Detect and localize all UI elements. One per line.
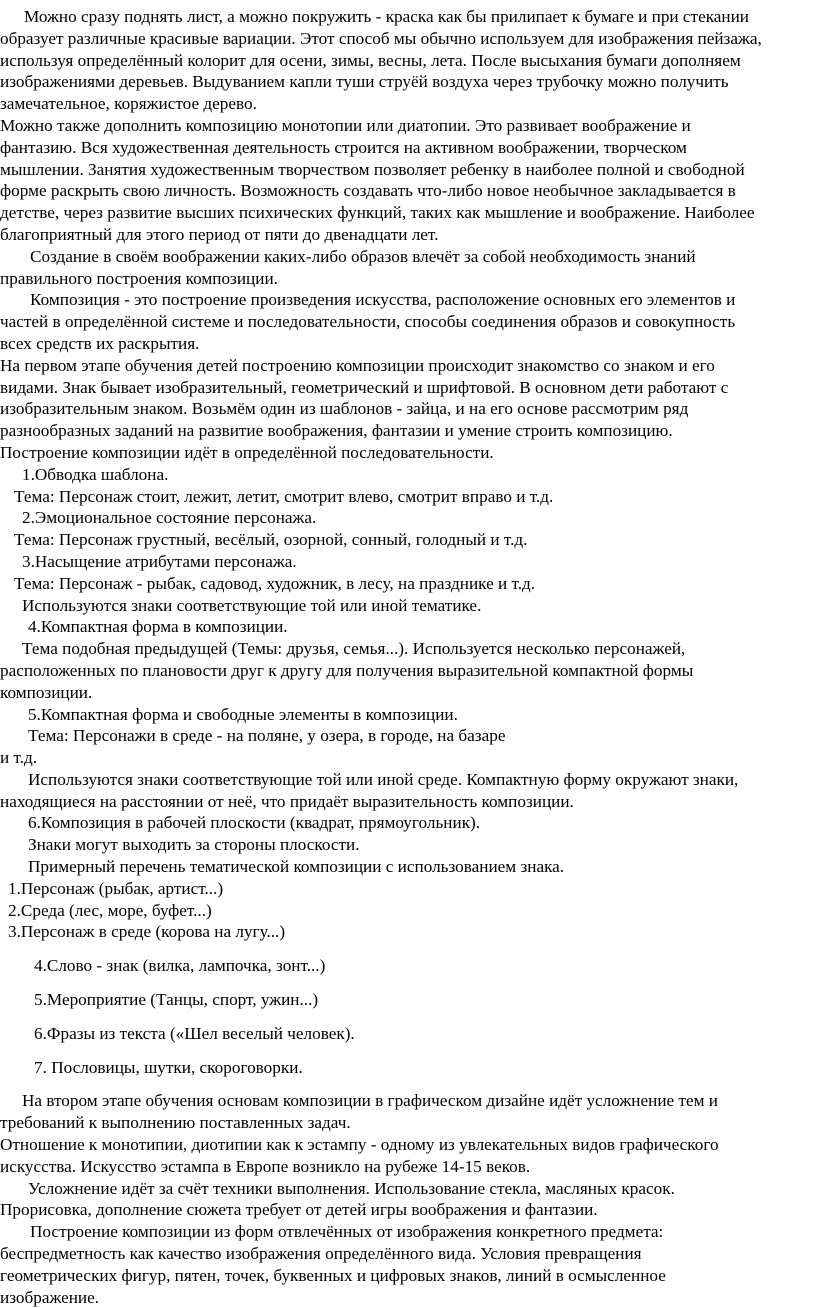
text-line: Тема подобная предыдущей (Темы: друзья, семья...). Используется несколько персонажей, — [22, 639, 686, 659]
text-line: 1.Обводка шаблона. — [22, 464, 169, 484]
text-line: 2.Эмоциональное состояние персонажа. — [22, 508, 317, 528]
text-line: используя определённый колорит для осени, зимы, весны, лета. После высыхания бумаги дополняем — [0, 50, 741, 70]
text-line: находящиеся на расстоянии от неё, что придаёт выразительность композиции. — [0, 791, 574, 811]
text-line: 1.Персонаж (рыбак, артист...) — [8, 878, 224, 898]
text-line: расположенных по плановости друг к другу для получения выразительной компактной формы — [0, 660, 694, 680]
text-line: 3.Насыщение атрибутами персонажа. — [22, 551, 297, 571]
text-line: Отношение к монотипии, диотипии как к эстампу - одному из увлекательных видов графического — [0, 1135, 719, 1155]
text-line: и т.д. — [0, 748, 38, 768]
text-line: изобразительным знаком. Возьмём один из шаблонов - зайца, и на его основе рассмотрим ряд — [0, 399, 689, 419]
text-line: 2.Среда (лес, море, буфет...) — [8, 900, 212, 920]
text-line: благоприятный для этого период от пяти до двенадцати лет. — [0, 224, 439, 244]
text-line: На первом этапе обучения детей построению композиции происходит знакомство со знаком и его — [0, 355, 715, 375]
text-line: Примерный перечень тематической композиции с использованием знака. — [28, 857, 565, 877]
text-line: форме раскрыть свою личность. Возможность создавать что-либо новое необычное закладывается в — [0, 181, 736, 201]
text-line: Используются знаки соответствующие той или иной среде. Компактную форму окружают знаки, — [28, 769, 739, 789]
text-line: Тема: Персонаж грустный, весёлый, озорной, сонный, голодный и т.д. — [14, 530, 528, 550]
text-line: частей в определённой системе и последовательности, способы соединения образов и совокупность — [0, 312, 736, 332]
text-line: Композиция - это построение произведения искусства, расположение основных его элементов и — [30, 290, 736, 310]
text-line: Тема: Персонаж - рыбак, садовод, художник, в лесу, на празднике и т.д. — [14, 573, 536, 593]
text-line: геометрических фигур, пятен, точек, буквенных и цифровых знаков, линий в осмысленное — [0, 1265, 666, 1285]
text-line: 6.Композиция в рабочей плоскости (квадрат, прямоугольник). — [28, 813, 481, 833]
text-line: мышлении. Занятия художественным творчеством позволяет ребенку в наиболее полной и свободной — [0, 159, 745, 179]
text-line: образует различные красивые вариации. Этот способ мы обычно используем для изображения пейзажа, — [0, 28, 762, 48]
text-line: 7. Пословицы, шутки, скороговорки. — [34, 1057, 303, 1077]
text-line: требований к выполнению поставленных задач. — [0, 1113, 351, 1133]
text-line: Можно также дополнить композицию монотопии или диатопии. Это развивает воображение и — [0, 115, 691, 135]
text-line: композиции. — [0, 682, 93, 702]
text-line: Знаки могут выходить за стороны плоскости. — [28, 835, 360, 855]
text-line: видами. Знак бывает изобразительный, геометрический и шрифтовой. В основном дети работают с — [0, 377, 729, 397]
text-line: Создание в своём воображении каких-либо образов влечёт за собой необходимость знаний — [30, 246, 696, 266]
text-line: фантазию. Вся художественная деятельность строится на активном воображении, творческом — [0, 137, 687, 157]
text-line: 5.Компактная форма и свободные элементы в композиции. — [28, 704, 458, 724]
text-line: Тема: Персонаж стоит, лежит, летит, смотрит влево, смотрит вправо и т.д. — [14, 486, 554, 506]
text-line: Используются знаки соответствующие той или иной тематике. — [22, 595, 482, 615]
text-line: правильного построения композиции. — [0, 268, 278, 288]
text-line: 6.Фразы из текста («Шел веселый человек). — [34, 1023, 355, 1043]
text-line: Прорисовка, дополнение сюжета требует от детей игры воображения и фантазии. — [0, 1200, 598, 1220]
text-line: изображение. — [0, 1287, 100, 1307]
text-line: замечательное, коряжистое дерево. — [0, 94, 257, 114]
text-line: искусства. Искусство эстампа в Европе возникло на рубеже 14-15 веков. — [0, 1156, 531, 1176]
text-line: На втором этапе обучения основам композиции в графическом дизайне идёт усложнение тем и — [22, 1091, 718, 1111]
text-line: детстве, через развитие высших психических функций, таких как мышление и воображение. Наиболее — [0, 203, 755, 223]
text-line: Тема: Персонажи в среде - на поляне, у озера, в городе, на базаре — [28, 726, 506, 746]
text-line: 5.Мероприятие (Танцы, спорт, ужин...) — [34, 990, 319, 1010]
text-line: Построение композиции идёт в определённой последовательности. — [0, 442, 494, 462]
text-line: Построение композиции из форм отвлечённых от изображения конкретного предмета: — [30, 1222, 664, 1242]
text-line: беспредметность как качество изображения определённого вида. Условия превращения — [0, 1244, 642, 1264]
text-line: всех средств их раскрытия. — [0, 333, 200, 353]
text-line: изображениями деревьев. Выдуванием капли туши струёй воздуха через трубочку можно получить — [0, 72, 729, 92]
text-line: Усложнение идёт за счёт техники выполнения. Использование стекла, масляных красок. — [28, 1178, 675, 1198]
text-line: 3.Персонаж в среде (корова на лугу...) — [8, 922, 286, 942]
text-line: Можно сразу поднять лист, а можно покружить - краска как бы прилипает к бумаге и при стекании — [24, 7, 750, 26]
text-line: 4.Компактная форма в композиции. — [28, 617, 288, 637]
text-line: 4.Слово - знак (вилка, лампочка, зонт...) — [34, 956, 326, 976]
text-line: разнообразных заданий на развитие воображения, фантазии и умение строить композицию. — [0, 421, 673, 441]
